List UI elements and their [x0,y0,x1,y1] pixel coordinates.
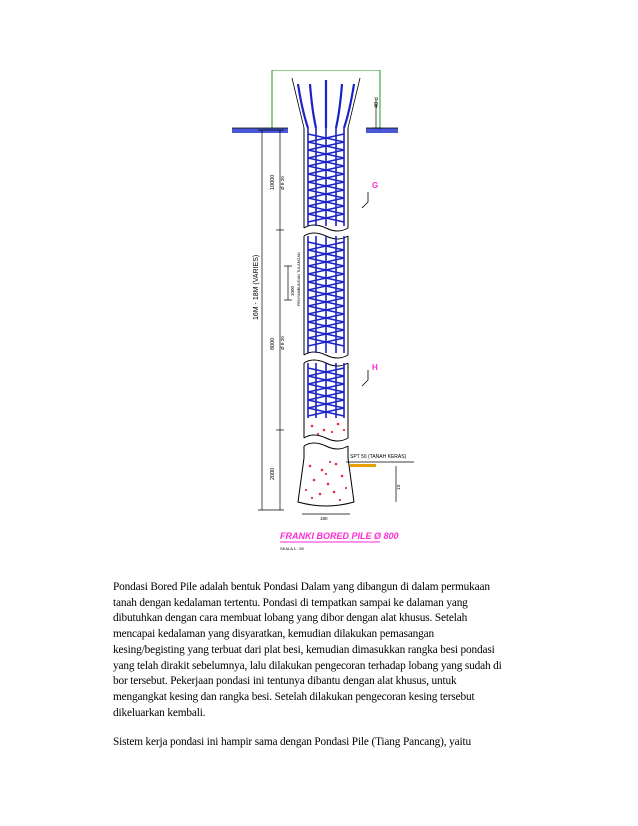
bulb-height-label: 1S [396,484,401,490]
starter-bars [298,80,354,128]
dim-lower-label: 2000 [270,467,276,480]
dim-upper-label: 10000 [270,174,276,190]
marker-g-label: G [372,181,379,190]
paragraph-2 [113,735,533,751]
text-line: Sistem kerja pondasi ini hampir sama dengan Pondasi Pile (Tiang Pancang), yaitu [113,736,471,749]
bulb-width-label: 180 [320,516,328,521]
text-line: mencapai kedalaman yang disyaratkan, kemudian dilakukan pemasangan [113,628,435,641]
bored-pile-drawing [228,70,418,560]
body-text [113,580,533,765]
spt-note: SPT 50 (TANAH KERAS) [350,454,407,460]
text-line: kesing/begisting yang terbuat dari plat besi, kemudian dimasukkan rangka besi pondasi [113,643,495,656]
text-line: bor tersebut. Pekerjaan pondasi ini tentunya dibantu dengan alat khusus, untuk [113,675,457,688]
text-line: dikeluarkan kembali. [113,706,206,719]
text-line: tanah dengan kedalaman tertentu. Pondasi di tempatkan sampai ke dalaman yang [113,596,468,609]
dim-top-label: 40 d [374,97,380,108]
pile-section-svg [228,70,418,560]
section-marker-g [362,181,378,208]
text-line: yang telah dirakit sebelumnya, lalu dilakukan pengecoran terhadap lobang yang sudah di [113,659,502,672]
hard-soil-mark [350,464,376,467]
dim-total-label: 16M - 18M (VARIES) [253,254,260,320]
dim-splice-label: 1000 [290,285,295,296]
text-line: mengangkat kesing dan rangka besi. Setelah dilakukan pengecoran kesing tersebut [113,690,475,703]
text-line: dibutuhkan dengan cara membuat lobang yang dibor dengan alat khusus. Setelah [113,612,468,625]
dim-upper-spec: Ø 8-20 [280,176,285,190]
rebar-cage-upper [308,128,344,226]
rebar-cage-middle [308,236,344,353]
dim-middle-spec: Ø 8-20 [280,336,285,350]
paragraph-1 [113,580,533,721]
marker-h-label: H [372,363,378,372]
rebar-cage-lower [308,363,344,418]
dim-middle-label: 8000 [270,337,276,350]
concrete-fill [305,423,347,501]
drawing-title: FRANKI BORED PILE Ø 800 [280,531,399,541]
ground-level-hatch [232,128,398,133]
dim-splice-note: PENYAMBUNGAN TULANGAN [297,252,301,306]
text-line: Pondasi Bored Pile adalah bentuk Pondasi Dalam yang dibangun di dalam permukaan [113,581,490,593]
drawing-scale: SKALA 1 : 50 [280,546,304,551]
section-marker-h [362,363,378,386]
